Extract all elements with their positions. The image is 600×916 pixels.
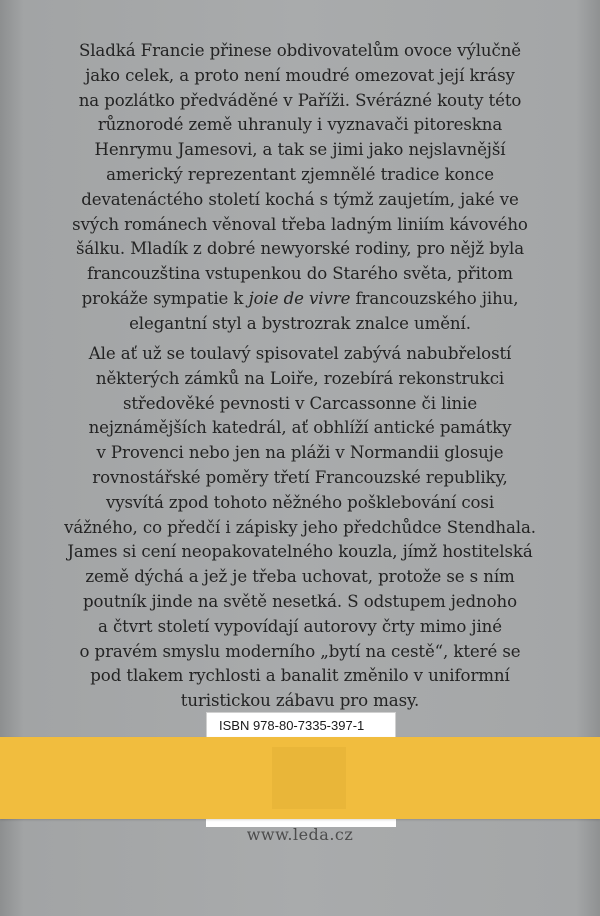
blurb-line: francouzština vstupenkou do Starého světa, přitom — [87, 264, 513, 284]
blurb-line: Henrymu Jamesovi, a tak se jimi jako nejslavnější — [94, 140, 506, 160]
blurb-line: svých románech věnoval třeba ladným liniím kávového — [72, 214, 528, 234]
blurb-line: devatenáctého století kochá s týmž zaujetím, jaké ve — [81, 189, 519, 209]
yellow-sticker-band — [0, 737, 600, 819]
blurb-line: a čtvrt století vypovídají autorovy črty mimo jiné — [98, 616, 502, 636]
blurb-line: turistickou zábavu pro masy. — [180, 691, 420, 711]
blurb-line: poutník jinde na světě nesetká. S odstupem jednoho — [82, 591, 517, 611]
blurb-line: různorodé země uhranuly i vyznavači pitoreskna — [97, 115, 503, 135]
blurb-line: v Provenci nebo jen na pláži v Normandii glosuje — [96, 443, 504, 463]
blurb-line: o pravém smyslu moderního „bytí na cestě“, které se — [79, 641, 521, 661]
blurb-line: země dýchá a jež je třeba uchovat, protože se s ním — [85, 567, 515, 587]
blurb-line: vážného, co předčí i zápisky jeho předchůdce Stendhala. — [64, 517, 536, 537]
blurb-line: James si cení neopakovatelného kouzla, jímž hostitelská — [67, 542, 533, 562]
blurb-line: pod tlakem rychlosti a banalit změnilo v uniformní — [90, 666, 510, 686]
italic-phrase: joie de vivre — [248, 288, 351, 308]
blurb-line: rovnostářské poměry třetí Francouzské republiky, — [92, 467, 508, 487]
blurb-paragraph-1 — [42, 39, 558, 337]
blurb-line-with-italic — [42, 287, 558, 312]
isbn-label — [206, 712, 396, 739]
blurb-line: americký reprezentant zjemnělé tradice konce — [106, 164, 494, 184]
blurb-text: prokáže sympatie k — [81, 288, 249, 308]
isbn-text: ISBN 978-80-7335-397-1 — [219, 718, 365, 733]
blurb-text: francouzského jihu, — [350, 288, 519, 308]
blurb-line: Ale ať už se toulavý spisovatel zabývá nabubřelostí — [88, 344, 512, 363]
blurb-line: jako celek, a proto není moudré omezovat její krásy — [85, 65, 515, 85]
blurb-line: na pozlátko předváděné v Paříži. Svérázné kouty této — [78, 90, 522, 110]
blurb-line: středověké pevnosti v Carcassonne či linie — [122, 393, 478, 413]
blurb-line: šálku. Mladík z dobré newyorské rodiny, pro nějž byla — [75, 239, 525, 259]
publisher-url: www.leda.cz — [246, 825, 354, 844]
blurb-paragraph-2 — [42, 342, 558, 714]
blurb-line: vysvítá zpod tohoto něžného pošklebování cosi — [105, 492, 495, 512]
blurb-line: nejznámějších katedrál, ať obhlíží antické památky — [88, 418, 512, 438]
blurb-line: Sladká Francie přinese obdivovatelům ovoce výlučně — [78, 41, 522, 60]
blurb-line: některých zámků na Loiře, rozebírá rekonstrukci — [95, 368, 505, 388]
sticker-shadow — [272, 747, 346, 809]
blurb-line: elegantní styl a bystrozrak znalce umění. — [129, 313, 471, 333]
